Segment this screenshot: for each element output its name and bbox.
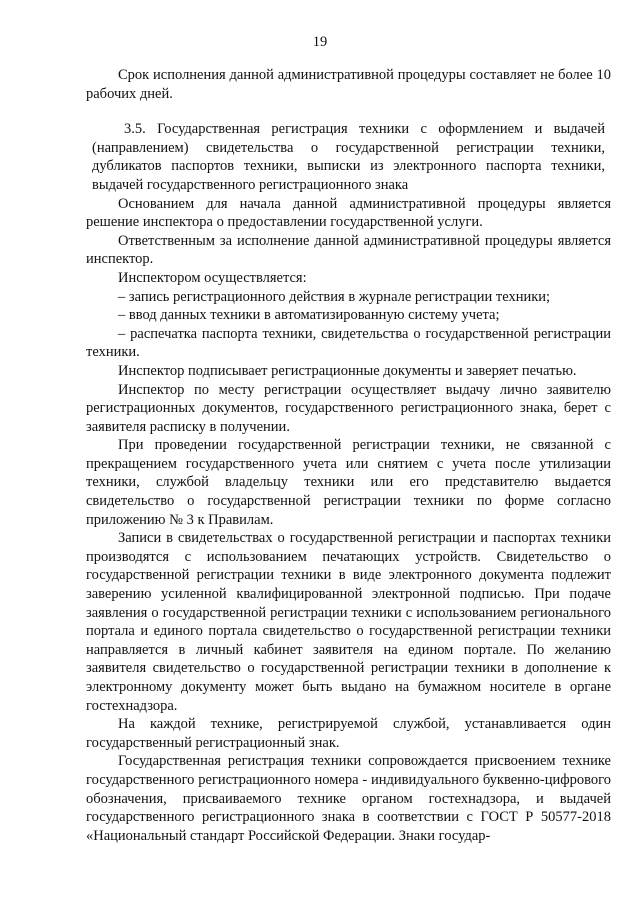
section-heading: 3.5. Государственная регистрация техники с оформлением и выдачей (направлением) свидетельства о государственной регистрации техники, дубликатов паспортов техники, выписки из электронного паспорта техники, выдачей государственного регистрационного знака xyxy=(92,121,605,193)
paragraph: Инспектор подписывает регистрационные документы и заверяет печатью. xyxy=(118,362,577,379)
paragraph: Инспектором осуществляется: xyxy=(118,269,307,286)
paragraph: Инспектор по месту регистрации осуществляет выдачу лично заявителю регистрационных документов, государственного регистрационного знака, берет с заявителя расписку в получении. xyxy=(86,381,611,435)
paragraph: При проведении государственной регистрации техники, не связанной с прекращением государственного учета или снятием с учета после утилизации техники, службой владельцу техники или его представителю выдается свидетельство о государственной регистрации техники по форме согласно приложению № 3 к Правилам. xyxy=(86,437,611,528)
document-body xyxy=(86,66,611,845)
list-item: – распечатка паспорта техники, свидетельства о государственной регистрации техники. xyxy=(86,325,611,361)
paragraph: Основанием для начала данной административной процедуры является решение инспектора о предоставлении государственной услуги. xyxy=(86,195,611,231)
list-item: – запись регистрационного действия в журнале регистрации техники; xyxy=(118,288,551,305)
paragraph: На каждой технике, регистрируемой службой, устанавливается один государственный регистрационный знак. xyxy=(86,716,611,751)
paragraph: Записи в свидетельствах о государственной регистрации и паспортах техники производятся с использованием печатающих устройств. Свидетельство о государственной регистрации техники в виде электронного документа подлежит заверению усиленной квалифицированной электронной подписью. При подаче заявления о государственной регистрации техники с использованием регионального портала и единого портала свидетельство о государственной регистрации техники направляется в личный кабинет заявителя на едином портале. По желанию заявителя свидетельство о государственной регистрации техники в дополнение к электронному документу может быть выдано на бумажном носителе в органе гостехнадзора. xyxy=(86,530,611,714)
paragraph: Государственная регистрация техники сопровождается присвоением технике государственного регистрационного номера - индивидуального буквенно-цифрового обозначения, присваиваемого технике органом гостехнадзора, и выдачей государственного регистрационного знака в соответствии с ГОСТ Р 50577-2018 «Национальный стандарт Российской Федерации. Знаки государ- xyxy=(86,753,611,844)
page-number: 19 xyxy=(312,34,328,50)
paragraph: Срок исполнения данной административной процедуры составляет не более 10 рабочих дней. xyxy=(86,67,611,102)
paragraph: Ответственным за исполнение данной административной процедуры является инспектор. xyxy=(86,232,611,268)
list-item: – ввод данных техники в автоматизированную систему учета; xyxy=(118,307,500,324)
